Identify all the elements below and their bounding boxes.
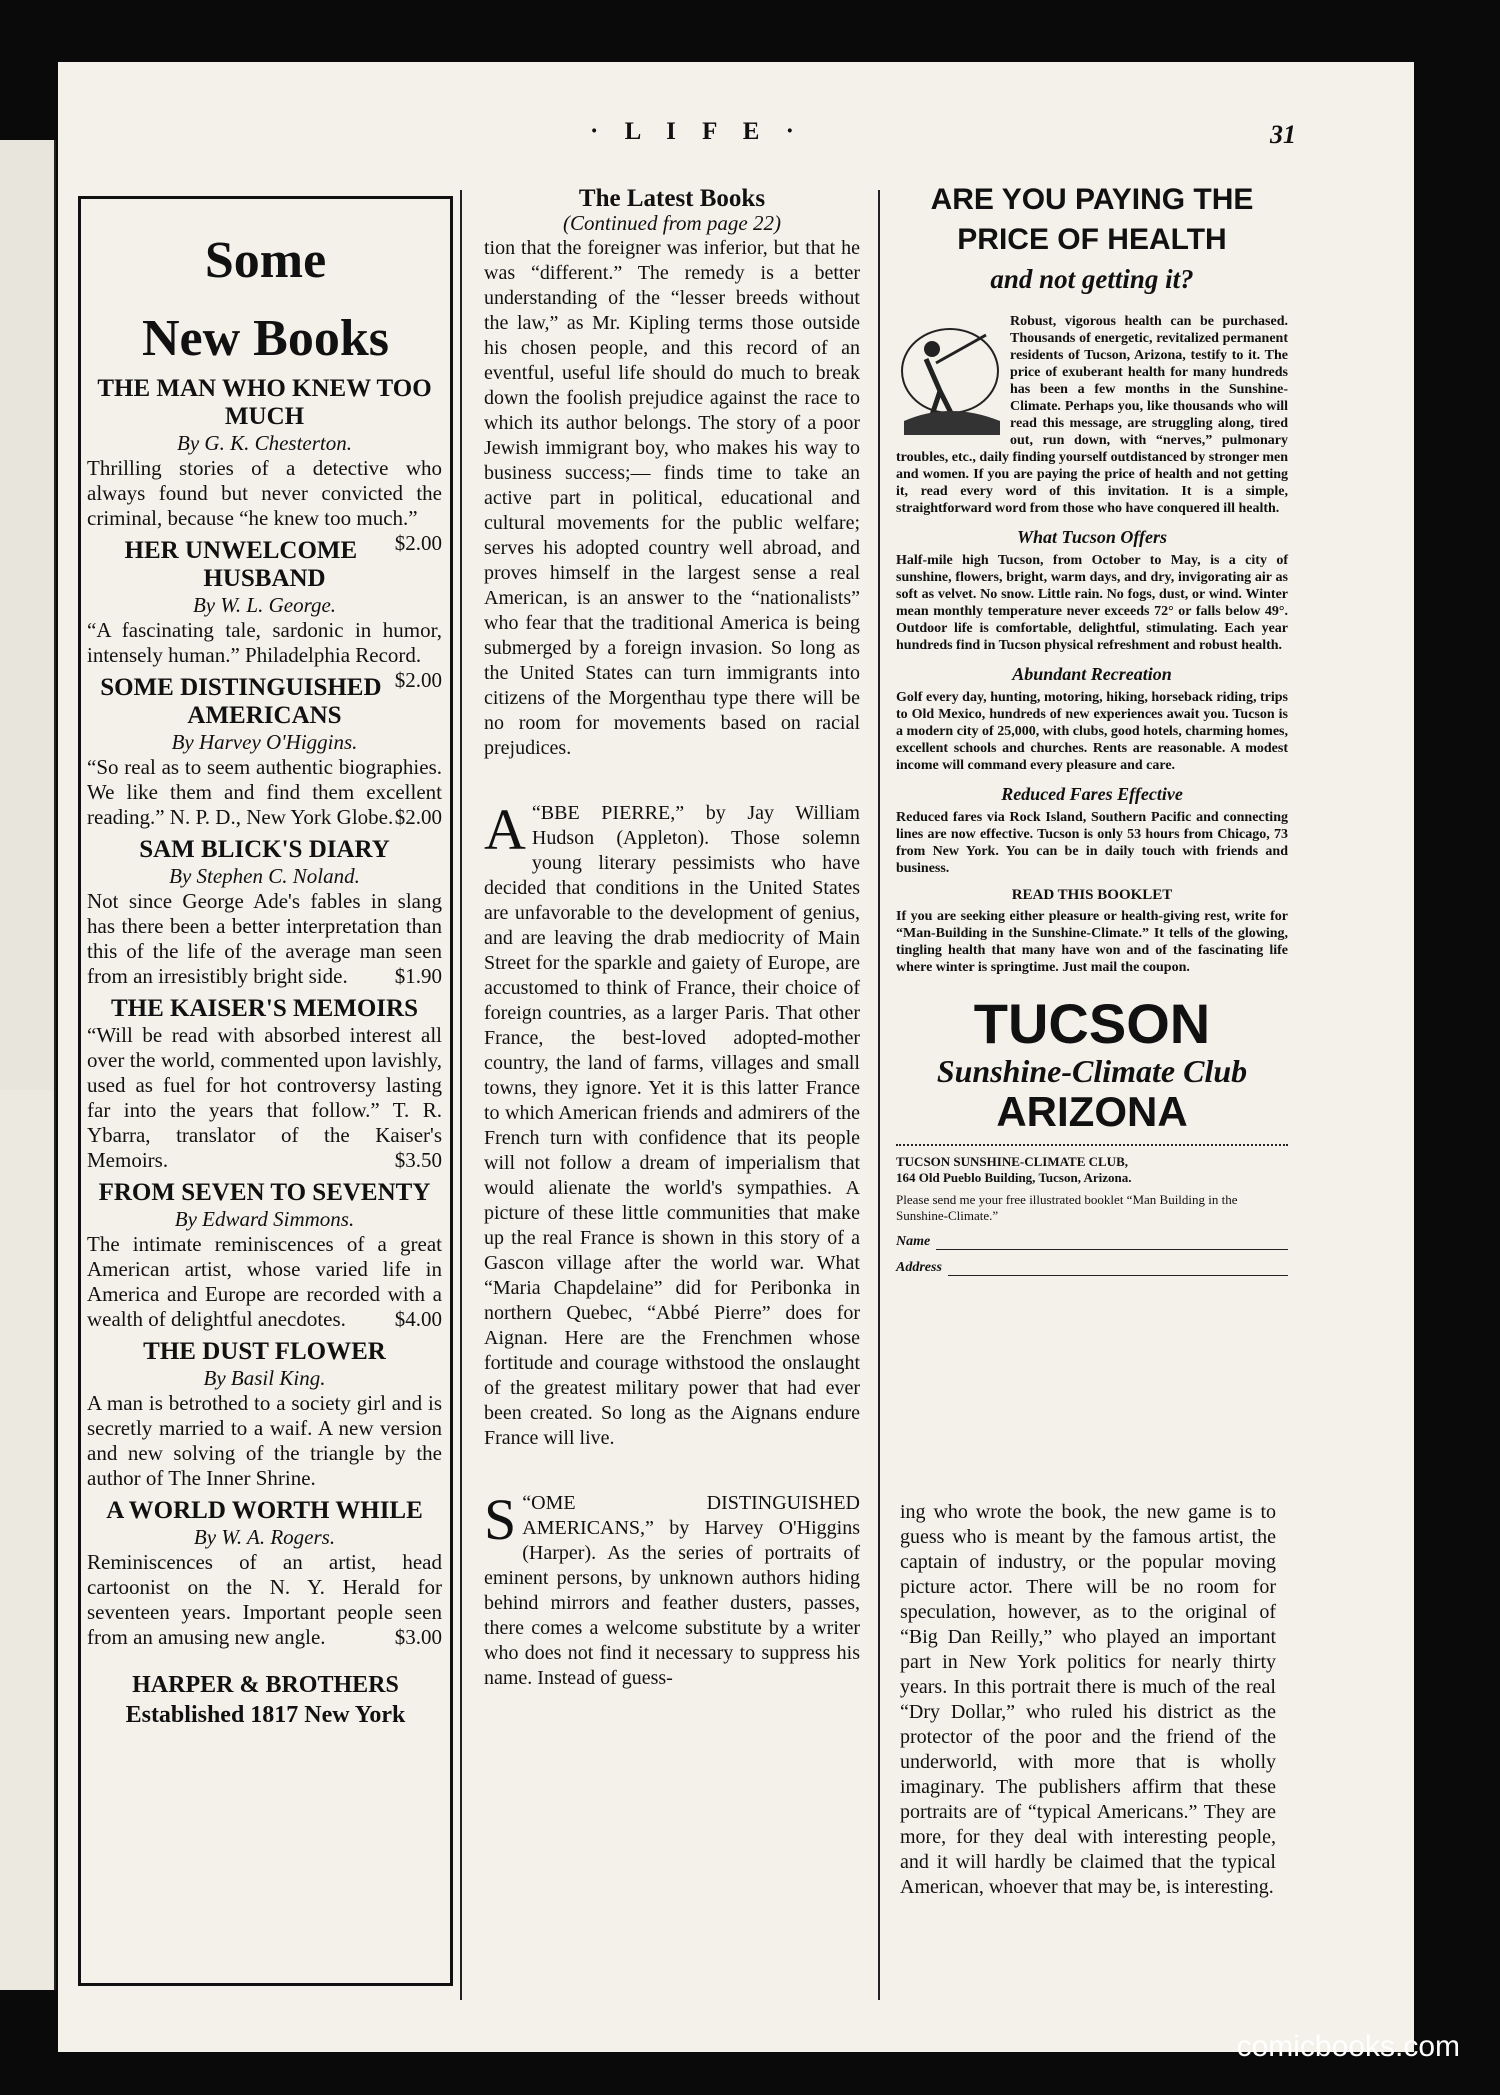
book-entry — [81, 1497, 450, 1650]
address-field[interactable] — [896, 1260, 1288, 1276]
logo-club: Sunshine-Climate Club — [936, 1053, 1248, 1089]
book-description — [87, 618, 442, 692]
harper-books-ad — [78, 196, 453, 1986]
magazine-name: · L I F E · — [590, 118, 804, 145]
book-description — [87, 755, 442, 830]
book-title: THE MAN WHO KNEW TOO MUCH — [97, 375, 432, 430]
description-text: Thrilling stories of a detective who always found but never convicted the criminal, because “he knew too much.” — [87, 456, 442, 530]
book-entry — [81, 1338, 450, 1491]
review-distinguished-americans: “ S OME DISTINGUISHED AMERICANS,” by Harvey O'Higgins (Harper). As the series of portraits of eminent persons, by unknown authors hiding behind mirrors and feather dusters, passes, there comes a welcome substitute by a writer who does not find it necessary to suppress his name. Instead of guess- — [484, 1487, 860, 1689]
book-description — [87, 1023, 442, 1173]
ad-title-line2: New Books — [141, 310, 390, 367]
book-title: A WORLD WORTH WHILE — [106, 1497, 423, 1524]
previous-page-edge — [0, 140, 56, 1220]
book-description — [87, 1550, 442, 1650]
section-text: If you are seeking either pleasure or health-giving rest, write for “Man-Building in the Sunshine-Climate.” It tells of the glowing, tingling health that many have won and of the fascinating life where winter is springtime. Just mail the coupon. — [896, 909, 1288, 975]
review-paragraph: tion that the foreigner was inferior, but that he was “different.” The remedy is a better understanding of the “lesser breeds without the law,” as Mr. Kipling terms those outside his chosen people, and this record of an eventful, useful life should do much to break down the foolish prejudice against the race to which its author belongs. The story of a poor Jewish immigrant boy, who makes his way to business success;— finds time to take an active part in political, educational and cultural movements for the public welfare; serves his adopted country well abroad, and proves himself in the largest sense a real American, is an answer to the “nationalists” who fear that the traditional America is being submerged by a foreign invasion. So long as the United States can turn immigrants into citizens of the Morgenthau type there will be no room for movements based on racial prejudices. — [484, 237, 860, 759]
book-entry — [81, 836, 450, 989]
logo-tucson: TUCSON — [973, 992, 1211, 1055]
review-continuation: ing who wrote the book, the new game is to guess who is meant by the famous artist, the captain of industry, or the popular moving picture actor. There will be no room for speculation, however, as to the original of “Big Dan Reilly,” who played an important part in New York politics for nearly thirty years. In this portrait there is much of the real “Dry Dollar,” who ruled his district as the protector of the poor and the friend of the underworld, with more that is wholly imaginary. The publishers affirm that these portraits are of “typical Americans.” They are more, for they deal with interesting people, and it will hardly be claimed that the typical American, whoever that may be, is interesting. — [900, 1501, 1276, 1898]
book-price: $3.00 — [394, 1625, 442, 1649]
section-text: Golf every day, hunting, motoring, hiking, horseback riding, trips to Old Mexico, hundreds of new experiences await you. Tucson is a modern city of 25,000, with clubs, good hotels, charming homes, excellent schools and churches. Rents are reasonable. A modest income will command every pleasure and care. — [896, 690, 1288, 773]
description-text: “A fascinating tale, sardonic in humor, intensely human.” Philadelphia Record. — [87, 618, 442, 667]
coupon-address: TUCSON SUNSHINE-CLIMATE CLUB, — [896, 1154, 1128, 1169]
name-line[interactable] — [936, 1235, 1288, 1250]
description-text: Not since George Ade's fables in slang has there been a better interpretation than this of the life of the average man seen from an irresistibly bright side. — [87, 889, 442, 988]
book-price: $2.00 — [394, 531, 442, 555]
coupon-text: Please send me your free illustrated booklet “Man Building in the Sunshine-Climate.” — [896, 1192, 1238, 1223]
book-price: $2.00 — [394, 805, 442, 829]
description-text: Reminiscences of an artist, head cartoonist on the N. Y. Herald for seventeen years. Important people seen from an amusing new angle. — [87, 1550, 442, 1649]
description-text: The intimate reminiscences of a great American artist, whose varied life in America and Europe are recorded with a wealth of delightful anecdotes. — [87, 1232, 442, 1331]
book-author: By Basil King. — [203, 1366, 326, 1390]
drop-cap: S — [484, 1487, 517, 1552]
book-title: HER UNWELCOME HUSBAND — [124, 537, 358, 592]
book-title: SOME DISTINGUISHED AMERICANS — [100, 674, 382, 729]
drop-cap: A — [484, 797, 526, 862]
book-title: FROM SEVEN TO SEVENTY — [98, 1179, 431, 1206]
review-abbe-pierre: “ A BBE PIERRE,” by Jay William Hudson (Appleton). Those solemn young literary pessimists who have decided that conditions in the United States are unfavorable to the development of genius, and are leaving the drab mediocrity of Main Street for the sparkle and gaiety of Europe, are accustomed to think of France, their choice of foreign countries, as a larger Paris. That other France, the best-loved adopted-mother country, the land of farms, villages and small towns, they ignore. Yet it is this latter France to which American friends and admirers of the French turn with confidence that its people will not follow a dream of imperialism that would alienate the world's sympathies. A picture of these little communities that make up the real France is shown in this story of a Gascon village after the world war. What “Maria Chapdelaine” did for Peribonka in northern Quebec, “Abbé Pierre” does for Aignan. Here are the Frenchmen whose fortitude and courage withstood the onslaught of the greatest military power that had ever been created. So long as the Aignans endure France will live. — [484, 797, 860, 1449]
book-author: By W. L. George. — [192, 593, 337, 617]
publisher-name: HARPER & BROTHERS — [132, 1672, 399, 1698]
tucson-logo — [896, 992, 1288, 1135]
section-title: What Tucson Offers — [1016, 527, 1168, 547]
book-price: $4.00 — [394, 1307, 442, 1331]
book-entry — [81, 674, 450, 830]
logo-arizona: ARIZONA — [996, 1088, 1188, 1135]
section-text: Reduced fares via Rock Island, Southern Pacific and connecting lines are now effective. Tucson is only 53 hours from Chicago, 73 from New York. You can be in daily touch with friends and business. — [896, 810, 1288, 876]
section-title: READ THIS BOOKLET — [1011, 887, 1173, 903]
book-author: By Edward Simmons. — [174, 1207, 355, 1231]
name-label: Name — [896, 1234, 931, 1249]
coupon-address: 164 Old Pueblo Building, Tucson, Arizona. — [896, 1170, 1132, 1185]
latest-books-column — [484, 186, 860, 1691]
book-entry — [81, 537, 450, 692]
mail-coupon — [896, 1144, 1288, 1276]
column-heading: The Latest Books — [578, 185, 766, 212]
book-description — [87, 1232, 442, 1332]
book-price: $2.00 — [394, 668, 442, 692]
page-number: 31 — [1270, 120, 1296, 149]
book-description — [87, 456, 442, 555]
address-label: Address — [896, 1260, 942, 1275]
description-text: “So real as to seem authentic biographies. We like them and find them excellent reading.” N. P. D., New York Globe. — [87, 755, 442, 829]
book-entry — [81, 1179, 450, 1332]
ad-headline: ARE YOU PAYING THE PRICE OF HEALTH — [930, 183, 1254, 256]
book-entry — [81, 375, 450, 555]
section-text: Half-mile high Tucson, from October to May, is a city of sunshine, flowers, bright, warm days, and dry, invigorating air as soft as velvet. No snow. Little rain. No fogs, dust, or wind. Winter mean monthly temperature never exceeds 72° or falls below 49°. Outdoor life is comfortable, delightful, stimulating. Each year hundreds find in Tucson physical refreshment and robust health. — [896, 553, 1288, 653]
book-title: THE DUST FLOWER — [143, 1338, 386, 1365]
description-text: “Will be read with absorbed interest all over the world, commented upon lavishly, used as fuel for hot controversy lasting far into the years that follow.” T. R. Ybarra, translator of the Kaiser's Memoirs. — [87, 1023, 442, 1172]
book-author: By Harvey O'Higgins. — [171, 730, 358, 754]
address-line[interactable] — [948, 1261, 1288, 1276]
description-text: A man is betrothed to a society girl and is secretly married to a waif. A new version and new solving of the triangle by the author of The Inner Shrine. — [87, 1391, 442, 1490]
book-description — [87, 889, 442, 989]
page-header — [0, 58, 1500, 149]
book-author: By Stephen C. Noland. — [169, 864, 360, 888]
section-title: Abundant Recreation — [1012, 664, 1172, 684]
continued-note: (Continued from page 22) — [563, 211, 781, 235]
book-title: THE KAISER'S MEMOIRS — [110, 995, 418, 1022]
publisher-established: Established 1817 New York — [125, 1702, 406, 1728]
book-price: $3.50 — [394, 1148, 442, 1172]
book-title: SAM BLICK'S DIARY — [139, 836, 390, 863]
ad-title-line1: Some — [204, 232, 327, 289]
book-description — [87, 1391, 442, 1491]
book-author: By W. A. Rogers. — [193, 1525, 336, 1549]
column-rule — [460, 190, 462, 2000]
previous-page-edge-lower — [0, 1090, 56, 1990]
review-text: BBE PIERRE,” by Jay William Hudson (Appleton). Those solemn young literary pessimists who have decided that conditions in the United States are unfavorable to the development of genius, and are leaving the drab mediocrity of Main Street for the sparkle and gaiety of Europe, are accustomed to think of France, their choice of foreign countries, as a larger Paris. That other France, the best-loved adopted-mother country, the land of farms, villages and small towns, they ignore. Yet it is this latter France to which American friends and admirers of the French turn with confidence that its people will not follow a dream of imperialism that would alienate the world's sympathies. A picture of these little communities that make up the real France is shown in this story of a Gascon village after the world war. What “Maria Chapdelaine” did for Peribonka in northern Quebec, “Abbé Pierre” does for Aignan. Here are the Frenchmen whose fortitude and courage withstood the onslaught of the greatest military power that had ever been created. So long as the Aignans endure France will live. — [484, 802, 860, 1449]
golfer-illustration — [896, 321, 1004, 439]
book-entry — [81, 995, 450, 1173]
name-field[interactable] — [896, 1234, 1288, 1250]
section-title: Reduced Fares Effective — [1001, 784, 1183, 804]
ad-intro-text: Robust, vigorous health can be purchased. Thousands of energetic, revitalized permanent residents of Tucson, Arizona, testify to it. The price of exuberant health for many hundreds has been a few months in the Sunshine-Climate. Perhaps you, like thousands who will read this message, are struggling along, tired out, run down, with “nerves,” pulmonary troubles, etc., daily finding yourself outdistanced by stronger men and women. If you are paying the price of health and not getting it, read every word of this invitation. It is a simple, straightforward word from those who have conquered ill health. — [896, 314, 1288, 516]
ad-subhead: and not getting it? — [990, 264, 1194, 294]
watermark: comicbooks.com — [1236, 2030, 1460, 2063]
ad-intro-block — [896, 313, 1288, 517]
book-list — [81, 375, 450, 1650]
review-text: OME DISTINGUISHED AMERICANS,” by Harvey O'Higgins (Harper). As the series of portraits of eminent persons, by unknown authors hiding behind mirrors and feather dusters, passes, there comes a welcome substitute by a writer who does not find it necessary to suppress his name. Instead of guess- — [484, 1492, 860, 1689]
column-rule — [878, 190, 880, 2000]
book-price: $1.90 — [394, 964, 442, 988]
tucson-ad — [896, 180, 1288, 1276]
book-author: By G. K. Chesterton. — [177, 431, 352, 455]
